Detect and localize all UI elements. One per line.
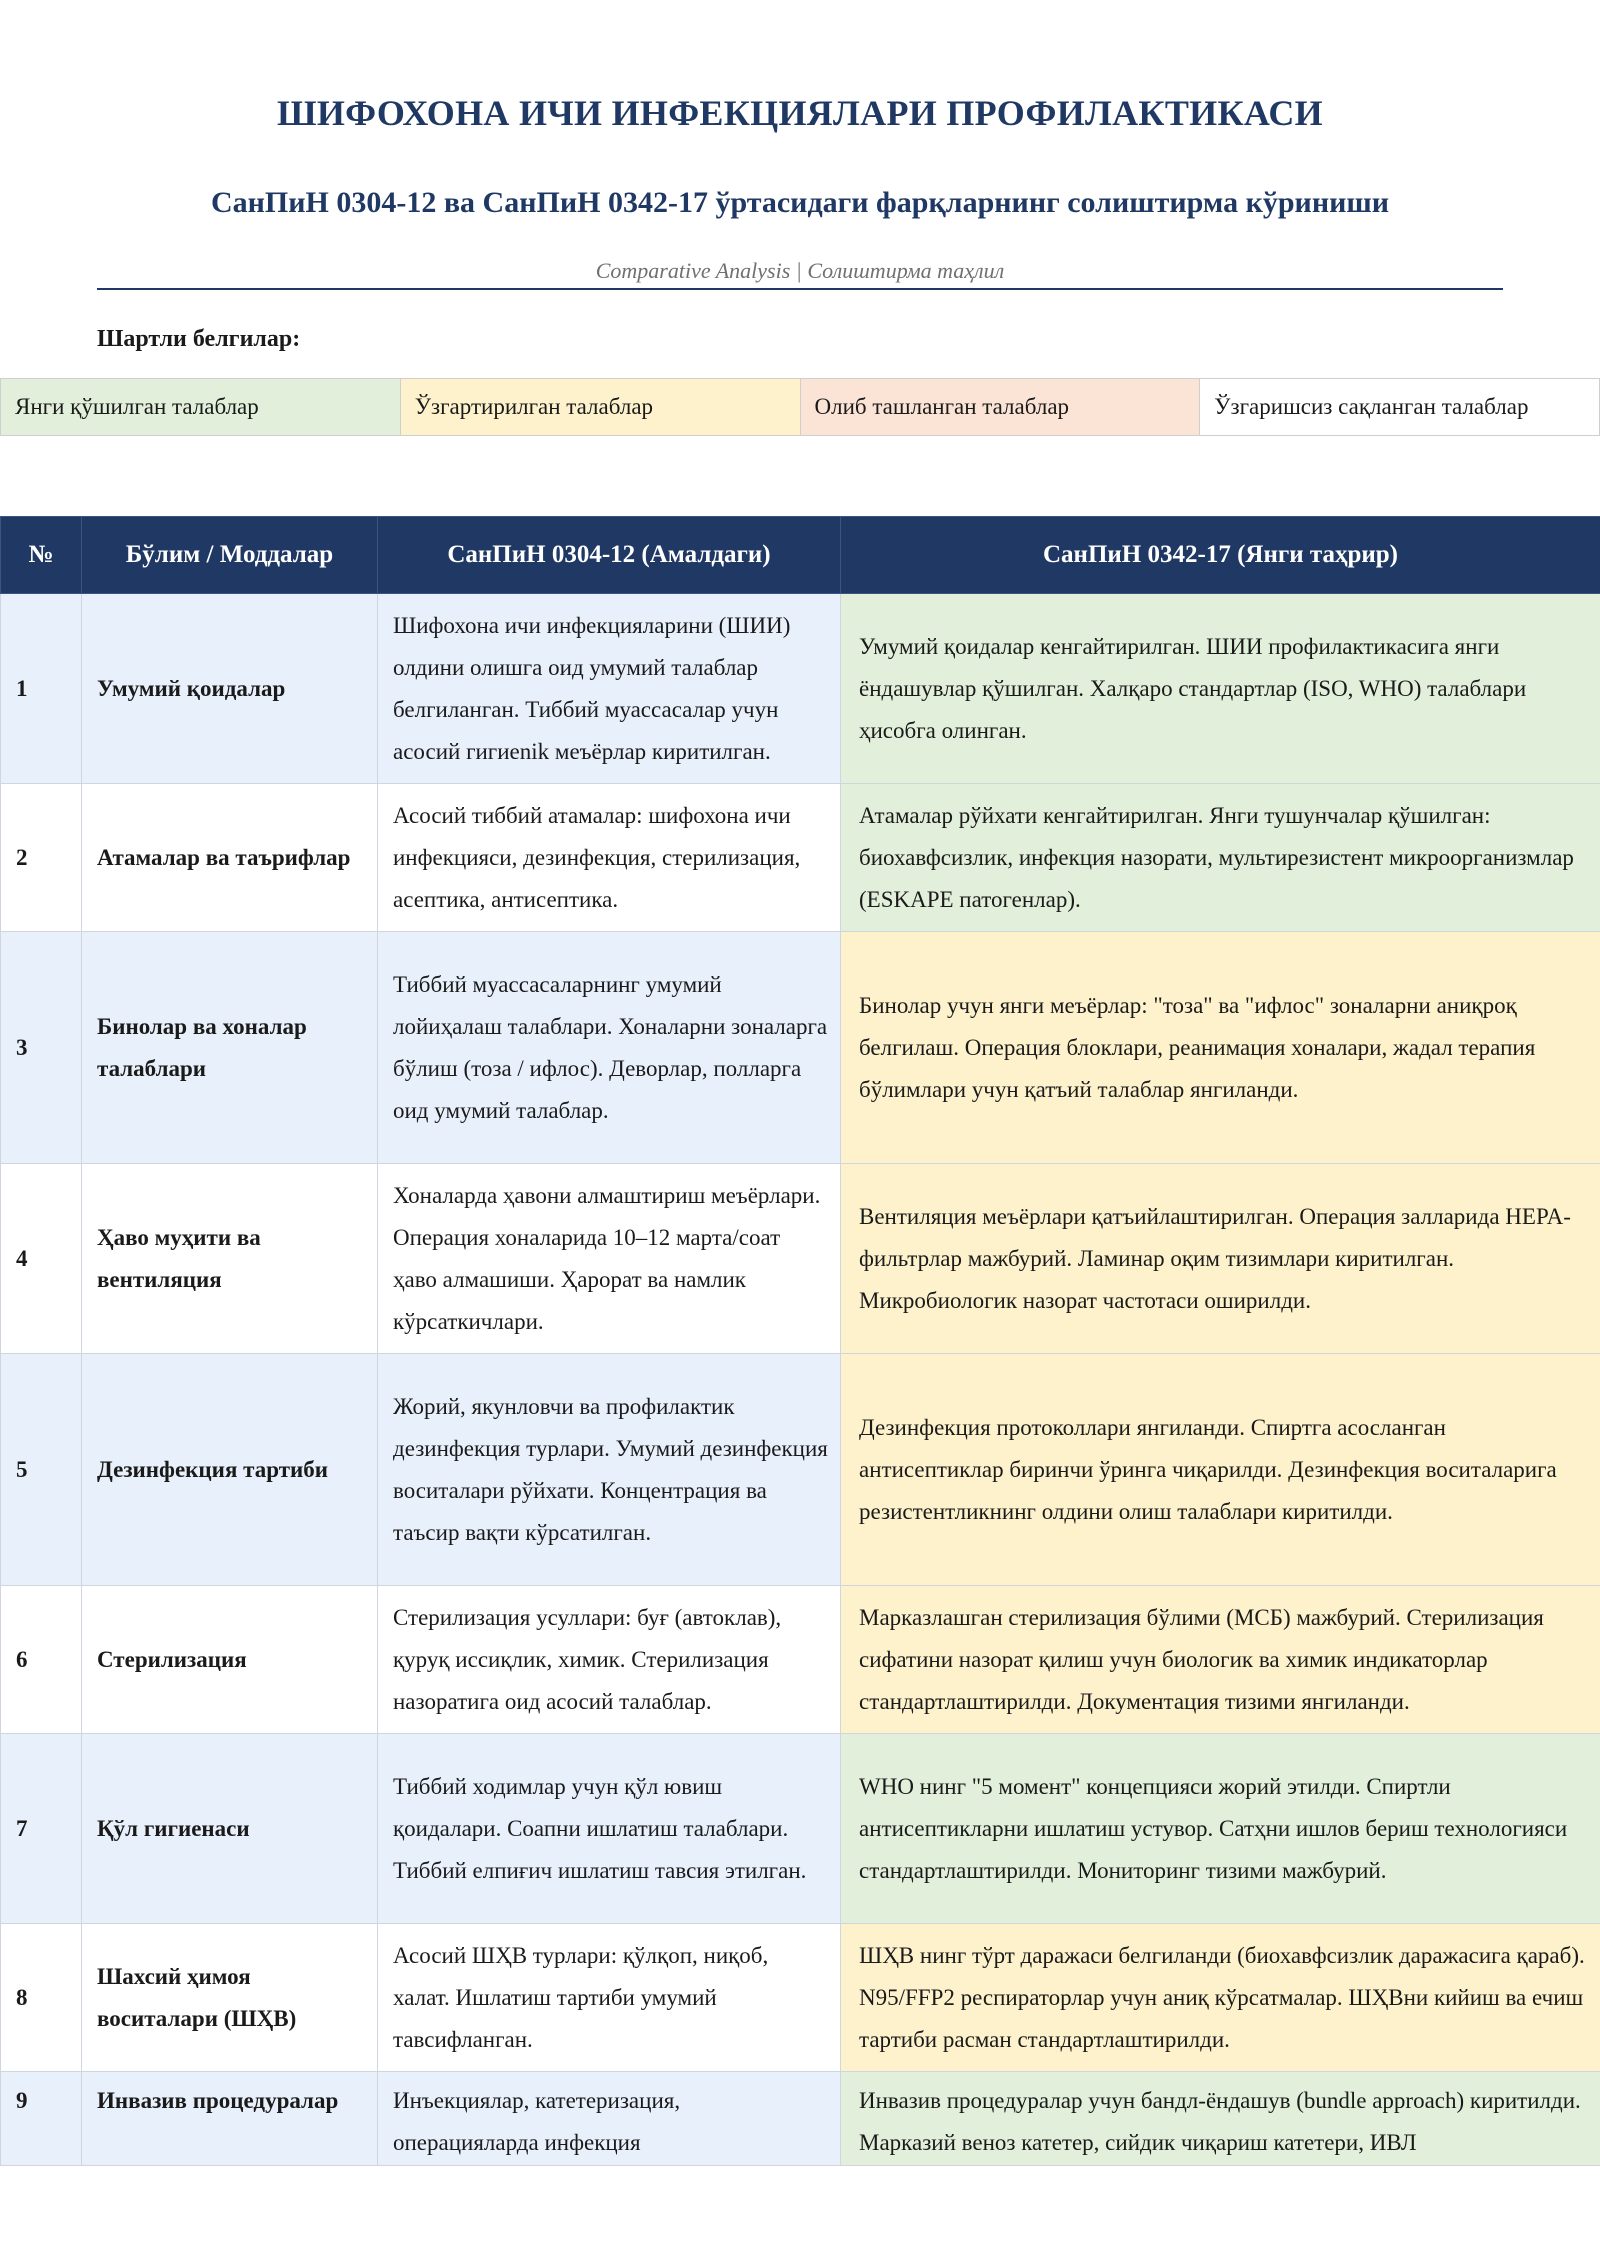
row-new-text: WHO нинг "5 момент" концепцияси жорий этилди. Спиртли антисептикларни ишлатиш устувор. Сатҳни ишлов бериш технологияси стандартлаштирилди. Мониторинг тизими мажбурий.	[841, 1734, 1600, 1924]
row-section: Ҳаво муҳити ва вентиляция	[82, 1164, 378, 1354]
legend-item-new: Янги қўшилган талаблар	[1, 379, 401, 436]
legend-table	[0, 378, 1600, 436]
row-new-text: ШҲВ нинг тўрт даражаси белгиланди (биохавфсизлик даражасига қараб). N95/FFP2 респираторлар учун аниқ кўрсатмалар. ШҲВни кийиш ва ечиш тартиби расман стандартлаштирилди.	[841, 1924, 1600, 2072]
row-number: 3	[1, 932, 82, 1164]
row-section: Атамалар ва таърифлар	[82, 784, 378, 932]
table-row	[1, 2072, 1600, 2166]
legend-label: Шартли белгилар:	[97, 326, 301, 352]
document-title: ШИФОХОНА ИЧИ ИНФЕКЦИЯЛАРИ ПРОФИЛАКТИКАСИ	[277, 93, 1323, 133]
header-number: №	[1, 517, 82, 594]
row-old-text: Тиббий муассасаларнинг умумий лойиҳалаш талаблари. Хоналарни зоналарга бўлиш (тоза / ифлос). Деворлар, полларга оид умумий талаблар.	[378, 932, 841, 1164]
table-header-row	[1, 517, 1600, 594]
row-old-text: Инъекциялар, катетеризация, операцияларда инфекция	[378, 2072, 841, 2166]
row-new-text: Инвазив процедуралар учун бандл-ёндашув (bundle approach) киритилди. Марказий веноз катетер, сийдик чиқариш катетери, ИВЛ	[841, 2072, 1600, 2166]
row-section: Умумий қоидалар	[82, 594, 378, 784]
table-row	[1, 1924, 1600, 2072]
row-old-text: Жорий, якунловчи ва профилактик дезинфекция турлари. Умумий дезинфекция воситалари рўйхати. Концентрация ва таъсир вақти кўрсатилган.	[378, 1354, 841, 1586]
title-divider	[97, 288, 1503, 290]
table-row	[1, 1354, 1600, 1586]
row-number: 8	[1, 1924, 82, 2072]
row-new-text: Дезинфекция протоколлари янгиланди. Спиртга асосланган антисептиклар биринчи ўринга чиқарилди. Дезинфекция воситаларига резистентликнинг олдини олиш талаблари киритилди.	[841, 1354, 1600, 1586]
legend-item-changed: Ўзгартирилган талаблар	[400, 379, 800, 436]
row-new-text: Атамалар рўйхати кенгайтирилган. Янги тушунчалар қўшилган: биохавфсизлик, инфекция назорати, мультирезистент микроорганизмлар (ESKAPE патогенлар).	[841, 784, 1600, 932]
row-old-text: Хоналарда ҳавони алмаштириш меъёрлари. Операция хоналарида 10–12 марта/соат ҳаво алмашиши. Ҳарорат ва намлик кўрсаткичлари.	[378, 1164, 841, 1354]
row-new-text: Марказлашган стерилизация бўлими (МСБ) мажбурий. Стерилизация сифатини назорат қилиш учун биологик ва химик индикаторлар стандартлаштирилди. Документация тизими янгиланди.	[841, 1586, 1600, 1734]
table-row	[1, 784, 1600, 932]
row-old-text: Асосий тиббий атамалар: шифохона ичи инфекцияси, дезинфекция, стерилизация, асептика, антисептика.	[378, 784, 841, 932]
row-section: Инвазив процедуралар	[82, 2072, 378, 2166]
row-new-text: Вентиляция меъёрлари қатъийлаштирилган. Операция залларида HEPA-фильтрлар мажбурий. Ламинар оқим тизимлари киритилган. Микробиологик назорат частотаси оширилди.	[841, 1164, 1600, 1354]
row-number: 1	[1, 594, 82, 784]
row-old-text: Шифохона ичи инфекцияларини (ШИИ) олдини олишга оид умумий талаблар белгиланган. Тиббий муассасалар учун асосий гигиеnik меъёрлар киритилган.	[378, 594, 841, 784]
row-section: Дезинфекция тартиби	[82, 1354, 378, 1586]
table-row	[1, 1734, 1600, 1924]
comparison-table	[0, 516, 1600, 2166]
row-number: 4	[1, 1164, 82, 1354]
row-old-text: Асосий ШҲВ турлари: қўлқоп, ниқоб, халат. Ишлатиш тартиби умумий тавсифланган.	[378, 1924, 841, 2072]
document-subtitle: СанПиН 0304-12 ва СанПиН 0342-17 ўртасидаги фарқларнинг солиштирма кўриниши	[210, 186, 1390, 219]
table-row	[1, 932, 1600, 1164]
row-section: Қўл гигиенаси	[82, 1734, 378, 1924]
row-number: 9	[1, 2072, 82, 2166]
row-number: 7	[1, 1734, 82, 1924]
row-old-text: Стерилизация усуллари: буғ (автоклав), қуруқ иссиқлик, химик. Стерилизация назоратига оид асосий талаблар.	[378, 1586, 841, 1734]
header-new-standard: СанПиН 0342-17 (Янги таҳрир)	[841, 517, 1600, 594]
row-new-text: Бинолар учун янги меъёрлар: "тоза" ва "ифлос" зоналарни аниқроқ белгилаш. Операция блоклари, реанимация хоналари, жадал терапия бўлимлари учун қатъий талаблар янгиланди.	[841, 932, 1600, 1164]
row-section: Шахсий ҳимоя воситалари (ШҲВ)	[82, 1924, 378, 2072]
row-section: Бинолар ва хоналар талаблари	[82, 932, 378, 1164]
document-caption: Comparative Analysis | Солиштирма таҳлил	[595, 258, 1005, 283]
row-new-text: Умумий қоидалар кенгайтирилган. ШИИ профилактикасига янги ёндашувлар қўшилган. Халқаро стандартлар (ISO, WHO) талаблари ҳисобга олинган.	[841, 594, 1600, 784]
table-row	[1, 1164, 1600, 1354]
row-old-text: Тиббий ходимлар учун қўл ювиш қоидалари. Соапни ишлатиш талаблари. Тиббий елпиғич ишлатиш тавсия этилган.	[378, 1734, 841, 1924]
row-section: Стерилизация	[82, 1586, 378, 1734]
legend-item-unchanged: Ўзгаришсиз сақланган талаблар	[1200, 379, 1600, 436]
row-number: 2	[1, 784, 82, 932]
header-section: Бўлим / Моддалар	[82, 517, 378, 594]
legend-item-removed: Олиб ташланган талаблар	[800, 379, 1200, 436]
row-number: 5	[1, 1354, 82, 1586]
table-row	[1, 1586, 1600, 1734]
table-row	[1, 594, 1600, 784]
row-number: 6	[1, 1586, 82, 1734]
header-old-standard: СанПиН 0304-12 (Амалдаги)	[378, 517, 841, 594]
